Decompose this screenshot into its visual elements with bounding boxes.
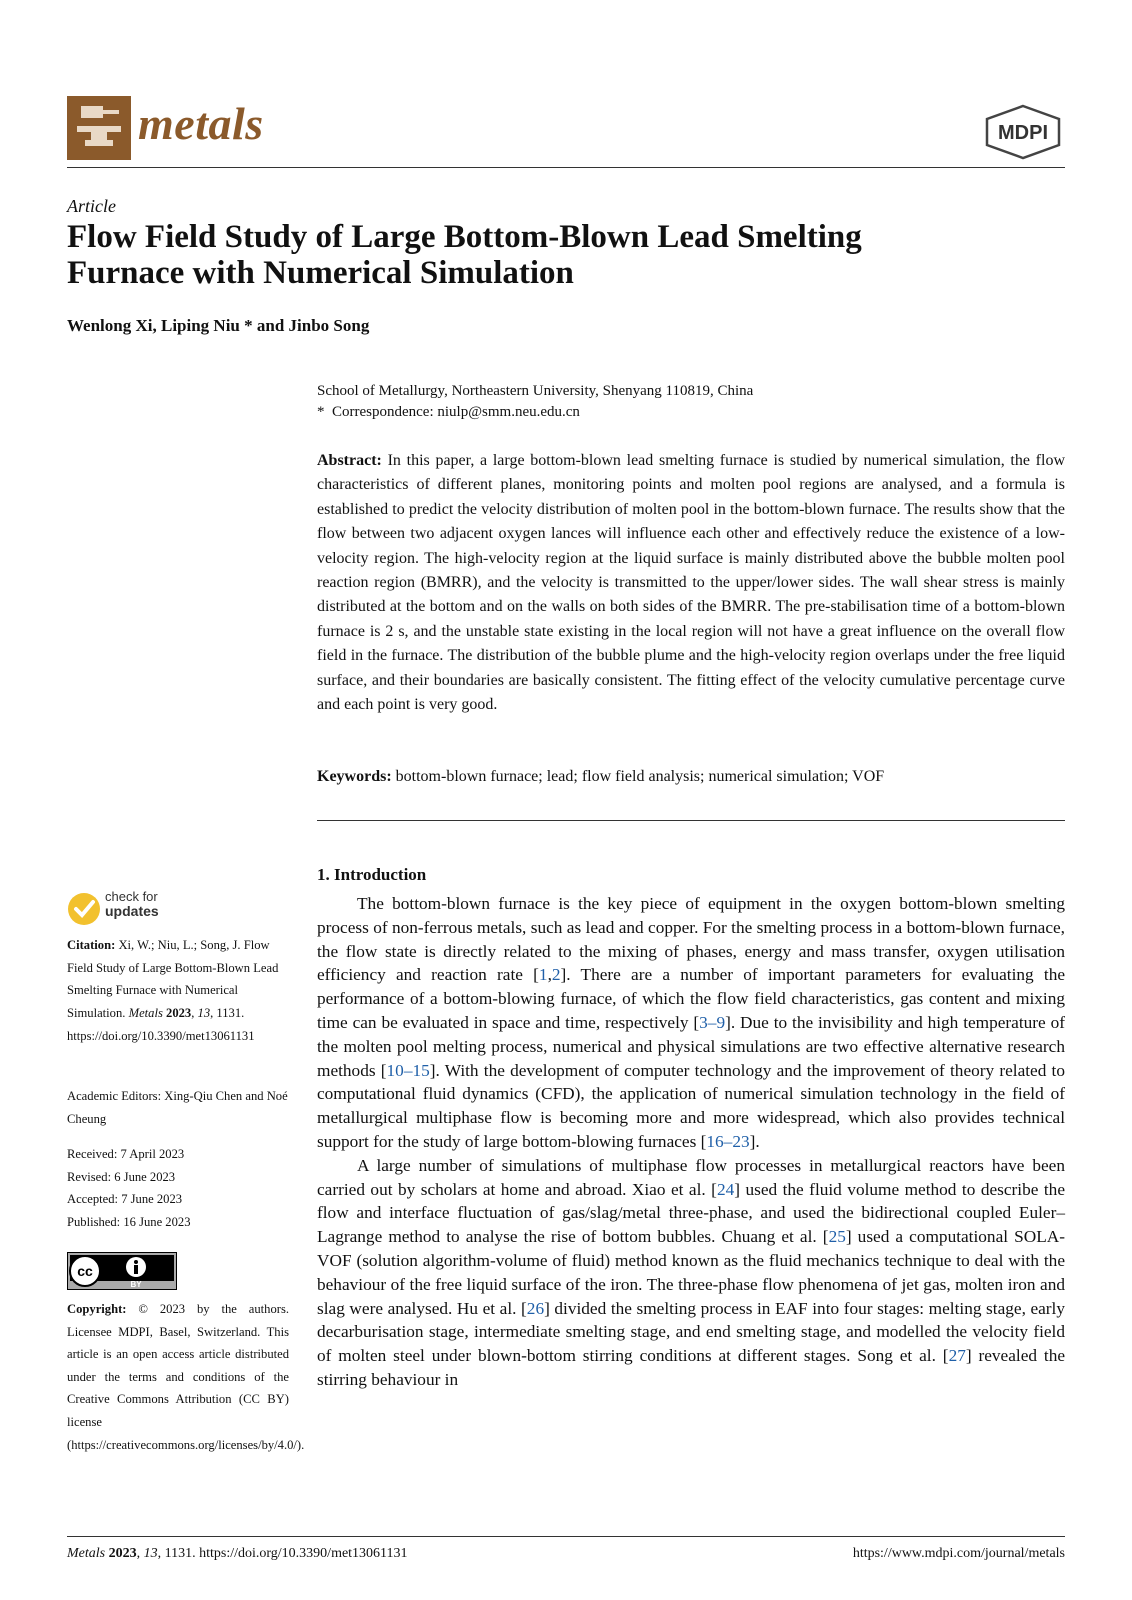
svg-text:MDPI: MDPI [998, 122, 1048, 144]
reference-link[interactable]: 25 [828, 1227, 846, 1247]
citation: Citation: Xi, W.; Niu, L.; Song, J. Flow Field Study of Large Bottom-Blown Lead Smelting Furnace with Numerical Simulation. Metals 2023, 13, 1131. https://doi.org/10.3390/met13061131 [67, 938, 279, 1043]
published-date: Published: 16 June 2023 [67, 1215, 191, 1230]
article-type: Article [67, 196, 116, 216]
svg-text:cc: cc [77, 1263, 93, 1279]
journal-url[interactable]: https://www.mdpi.com/journal/metals [852, 1546, 1065, 1561]
citation-doi[interactable]: , 1131. https://doi.org/10.3390/met13061131 [67, 1006, 255, 1043]
keywords-divider [317, 820, 1065, 821]
abstract-text: In this paper, a large bottom-blown lead smelting furnace is studied by numerical simulation, the flow characteristics of different planes, monitoring points and molten pool regions are analysed, and a formula is established to predict the velocity distribution of molten pool in the bottom-blown furnace. The results show that the flow between two adjacent oxygen lances will influence each other and effectively reduce the existence of a low-velocity region. The high-velocity region at the liquid surface is mainly distributed above the bubble molten pool reaction region (BMRR), and the velocity is transmitted to the upper/lower sides. The wall shear stress is mainly distributed at the bottom and on the walls on both sides of the BMRR. The pre-stabilisation time of a bottom-blown furnace is 2 s, and the unstable state existing in the local region will not have a great influence on the overall flow field in the furnace. The distribution of the bubble plume and the high-velocity region overlaps under the free liquid surface, and their boundaries are basically consistent. The fitting effect of the velocity cumulative percentage curve and each point is very good. [317, 452, 1066, 714]
copyright-notice: Copyright: © 2023 by the authors. Licensee MDPI, Basel, Switzerland. This article is an open access article distributed under the terms and conditions of the Creative Commons Attribution (CC BY) license (https://creativecommons.org/licenses/by/4.0/). [67, 1302, 305, 1452]
cc-by-license-badge[interactable] [67, 1252, 177, 1290]
footer-citation: Metals 2023, 13, 1131. https://doi.org/10.3390/met13061131 [67, 1546, 408, 1561]
journal-logo [67, 96, 131, 160]
correspondence-email[interactable]: Correspondence: niulp@smm.neu.edu.cn [332, 404, 580, 420]
mdpi-logo [983, 104, 1063, 160]
paragraph: A large number of simulations of multiphase flow processes in metallurgical reactors have been carried out by scholars at home and abroad. Xiao et al. [24] used the fluid volume method to describe the flow and interface fluctuation of gas/slag/metal three-phase, and used the bidirectional coupled Euler–Lagrange method to analyse the rise of bottom bubbles. Chuang et al. [25] used a computational SOLA-VOF (solution algorithm-volume of fluid) method known as the fluid mechanics technique to deal with the behaviour of the free liquid surface of the iron. The three-phase flow phenomena of jet gas, molten iron and slag were analysed. Hu et al. [26] divided the smelting process in EAF into four stages: melting stage, early decarburisation stage, intermediate smelting stage, and end smelting stage, and modelled the velocity field of molten steel under blown-bottom stirring conditions at different stages. Song et al. [27] revealed the stirring behaviour in [317, 1155, 1066, 1389]
reference-link[interactable]: 26 [526, 1298, 545, 1318]
keywords-label: Keywords: [317, 768, 392, 785]
abstract-label: Abstract: [317, 452, 382, 469]
academic-editors: Academic Editors: Xing-Qiu Chen and Noé Cheung [67, 1089, 288, 1126]
reference-link[interactable]: 16–23 [706, 1131, 750, 1151]
author-list: Wenlong Xi, Liping Niu * and Jinbo Song [67, 316, 370, 335]
body-text [317, 892, 1065, 1392]
reference-link[interactable]: 24 [716, 1179, 735, 1199]
correspondence: * Correspondence: niulp@smm.neu.edu.cn [317, 404, 580, 420]
check-circle-icon [67, 892, 101, 926]
reference-link[interactable]: 1 [538, 965, 548, 985]
footer-doi[interactable]: , 1131. https://doi.org/10.3390/met13061131 [157, 1546, 408, 1561]
title-line-2: Furnace with Numerical Simulation [67, 255, 574, 291]
svg-text:BY: BY [130, 1280, 142, 1289]
reference-link[interactable]: 2 [551, 965, 561, 985]
paragraph: The bottom-blown furnace is the key piece of equipment in the oxygen bottom-blown smelting process of non-ferrous metals, such as lead and copper. For the smelting process in a bottom-blown furnace, the flow state is directly related to the mixing of phases, energy and mass transfer, oxygen utilisation efficiency and reaction rate [1,2]. There are a number of important parameters for evaluating the performance of a bottom-blowing furnace, of which the flow field characteristics, gas content and mixing time can be evaluated in space and time, respectively [3–9]. Due to the invisibility and high temperature of the molten pool melting process, numerical and physical simulations are two effective alternative research methods [10–15]. With the development of computer technology and the improvement of theory related to computational fluid dynamics (CFD), the application of numerical simulation technology in the field of metallurgical multiphase flow is becoming more and more widespread, which also provides technical support for the study of large bottom-blowing furnaces [16–23]. [317, 894, 1066, 1151]
section-heading: 1. Introduction [317, 865, 427, 884]
affiliation: School of Metallurgy, Northeastern University, Shenyang 110819, China [317, 383, 754, 399]
article-title [67, 219, 1067, 291]
title-line-1: Flow Field Study of Large Bottom-Blown Lead Smelting [67, 219, 862, 255]
keywords-text: bottom-blown furnace; lead; flow field analysis; numerical simulation; VOF [395, 768, 885, 785]
footer-divider [67, 1536, 1065, 1537]
reference-link[interactable]: 27 [948, 1346, 966, 1366]
header-divider [67, 167, 1065, 168]
reference-link[interactable]: 3–9 [699, 1012, 726, 1032]
reference-link[interactable]: 10–15 [386, 1060, 430, 1080]
accepted-date: Accepted: 7 June 2023 [67, 1192, 183, 1207]
abstract [317, 449, 1065, 717]
revised-date: Revised: 6 June 2023 [67, 1169, 176, 1184]
publication-dates [67, 1143, 289, 1234]
affiliations [317, 381, 753, 423]
anvil-hammer-icon [67, 96, 131, 160]
keywords [317, 768, 1065, 786]
received-date: Received: 7 April 2023 [67, 1147, 185, 1161]
journal-name: metals [138, 98, 264, 149]
